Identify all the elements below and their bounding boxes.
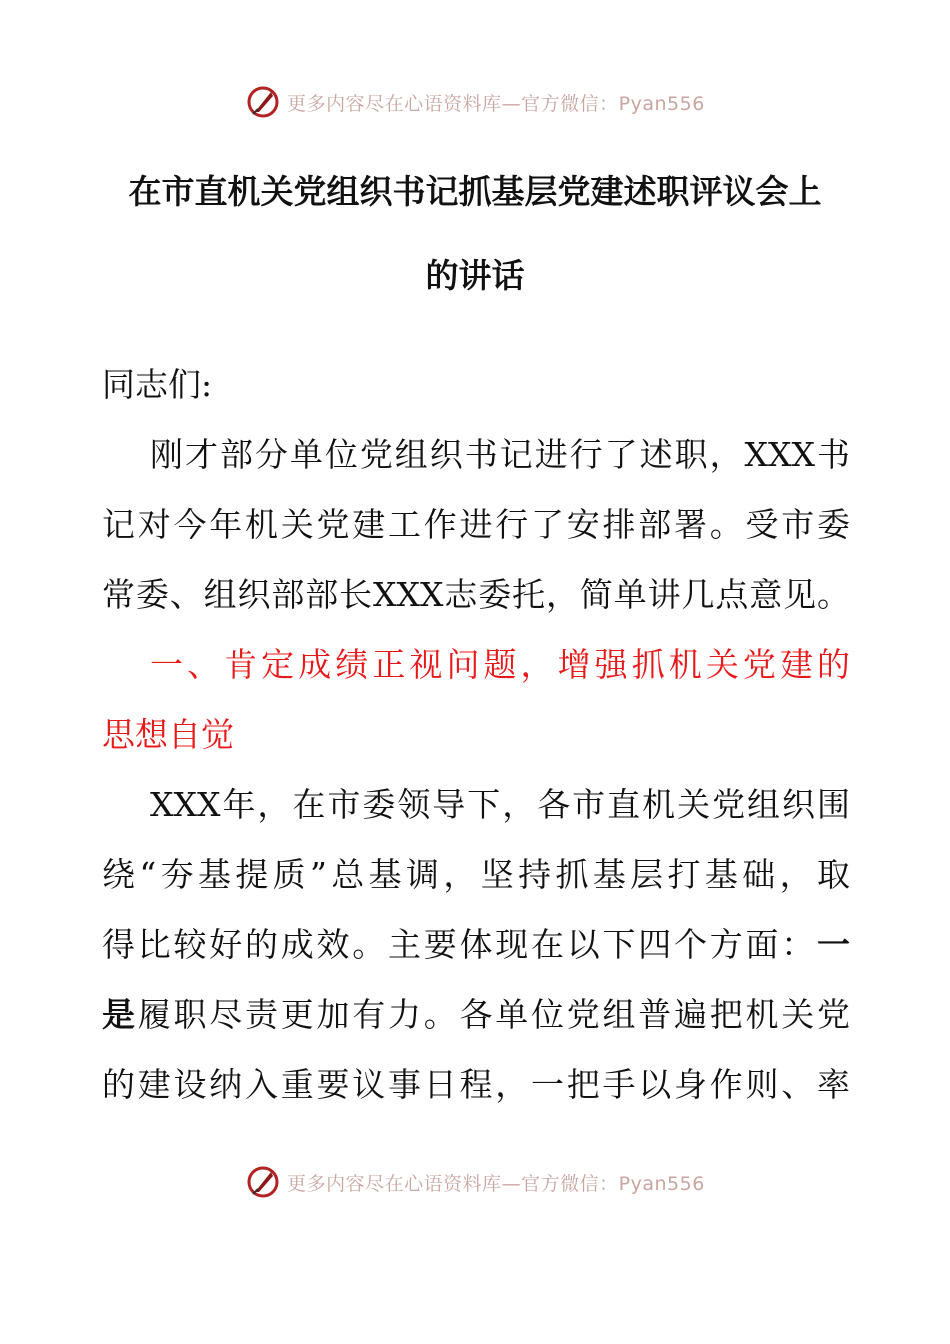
watermark-text: 更多内容尽在心语资料库—官方微信：Pyan556 <box>287 1172 705 1195</box>
title-line-1: 在市直机关党组织书记抓基层党建述职评议会上 <box>128 172 822 211</box>
quill-logo-icon <box>245 1164 281 1200</box>
paragraph-2-line-1: XXX年，在市委领导下，各市直机关党组织围 <box>150 785 850 824</box>
section-heading-1-line-1: 一、肯定成绩正视问题，增强抓机关党建的 <box>150 645 850 684</box>
watermark-text: 更多内容尽在心语资料库—官方微信：Pyan556 <box>287 92 705 115</box>
title-line-2: 的讲话 <box>425 256 525 295</box>
document-title <box>60 150 890 318</box>
paragraph-2-line-2: 绕“夯基提质”总基调，坚持抓基层打基础，取 <box>102 855 850 894</box>
paragraph-2-line-4 <box>102 980 850 1050</box>
bold-marker-yi: 一 <box>817 925 850 964</box>
section-heading-1-line-2: 思想自觉 <box>102 715 234 754</box>
paragraph-1-line-1: 刚才部分单位党组织书记进行了述职，XXX书 <box>150 435 850 474</box>
paragraph-2-line-3 <box>102 910 850 980</box>
quill-logo-icon <box>245 84 281 120</box>
salutation: 同志们: <box>102 365 213 404</box>
paragraph-1-line-3: 常委、组织部部长XXX志委托，简单讲几点意见。 <box>102 575 850 614</box>
paragraph-2-line-4-text: 履职尽责更加有力。各单位党组普遍把机关党 <box>137 995 850 1034</box>
watermark-banner-bottom <box>0 1162 950 1202</box>
paragraph-1-line-2: 记对今年机关党建工作进行了安排部署。受市委 <box>102 505 850 544</box>
watermark-banner-top <box>0 82 950 122</box>
bold-marker-shi: 是 <box>102 995 138 1034</box>
paragraph-2-line-5: 的建设纳入重要议事日程，一把手以身作则、率 <box>102 1065 850 1104</box>
paragraph-2-line-3-text: 得比较好的成效。主要体现在以下四个方面： <box>102 925 817 964</box>
document-body <box>102 350 850 1120</box>
